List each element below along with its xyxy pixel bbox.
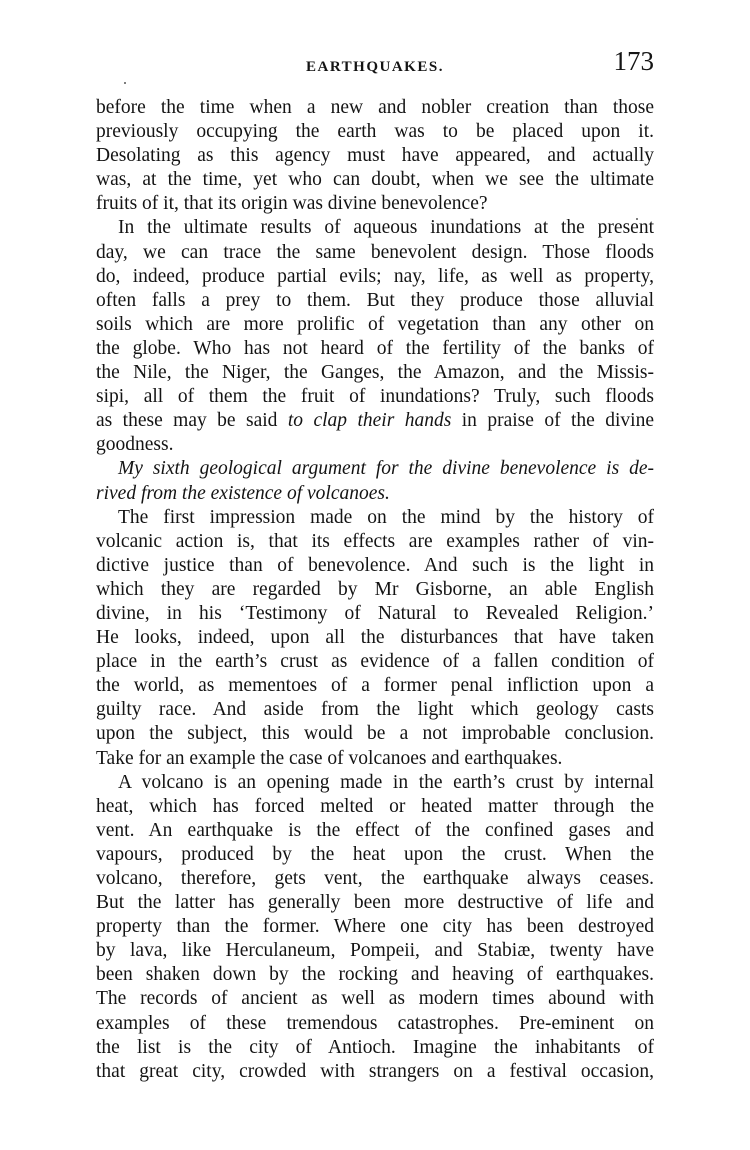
text-line: dictive justice than of benevolence. And such is the light in — [96, 554, 654, 576]
text-line: the Nile, the Niger, the Ganges, the Amazon, and the Missis- — [96, 362, 654, 384]
text-line: the globe. Who has not heard of the fertility of the banks of — [96, 337, 654, 359]
running-title: EARTHQUAKES. — [306, 59, 444, 75]
text-line: soils which are more prolific of vegetation than any other on — [96, 313, 654, 335]
text-line: The records of ancient as well as modern times abound with — [96, 988, 654, 1010]
text-line: vapours, produced by the heat upon the crust. When the — [96, 843, 654, 865]
text-line: sipi, all of them the fruit of inundations? Truly, such floods — [96, 386, 654, 408]
text-line: divine, in his ‘Testimony of Natural to Revealed Religion.’ — [96, 602, 654, 624]
text-line: been shaken down by the rocking and heaving of earthquakes. — [96, 964, 654, 986]
text-line: volcanic action is, that its effects are examples rather of vin- — [96, 530, 654, 552]
ink-speck — [124, 82, 126, 84]
text-line: Desolating as this agency must have appeared, and actually — [96, 145, 654, 167]
text-line: My sixth geological argument for the divine benevolence is de- — [118, 458, 654, 480]
text-line: previously occupying the earth was to be placed upon it. — [96, 121, 654, 143]
emphasis: to clap their hands — [287, 410, 452, 432]
text-line: rived from the existence of volcanoes. — [96, 482, 390, 504]
page-number: 173 — [613, 46, 654, 76]
text-line: day, we can trace the same benevolent design. Those floods — [96, 241, 654, 263]
text-line: goodness. — [96, 434, 174, 456]
text-line: do, indeed, produce partial evils; nay, life, as well as property, — [96, 265, 654, 287]
text-line: property than the former. Where one city has been destroyed — [96, 916, 654, 938]
text-line: the list is the city of Antioch. Imagine the inhabitants of — [96, 1036, 654, 1058]
text-line: upon the subject, this would be a not improbable conclusion. — [96, 723, 654, 745]
text-line: In the ultimate results of aqueous inundations at the present — [118, 217, 654, 239]
text-line: examples of these tremendous catastrophes. Pre-eminent on — [96, 1012, 654, 1034]
running-head — [96, 46, 654, 86]
text-line: which they are regarded by Mr Gisborne, an able English — [96, 578, 654, 600]
text-line: that great city, crowded with strangers on a festival occasion, — [96, 1060, 654, 1082]
text-line: was, at the time, yet who can doubt, when we see the ultimate — [96, 169, 654, 191]
text-line: He looks, indeed, upon all the disturbances that have taken — [96, 627, 654, 649]
text-line: as these may be said to clap their hands in praise of the divine — [96, 410, 654, 432]
text-line: A volcano is an opening made in the earth’s crust by internal — [118, 771, 654, 793]
text-line: the world, as mementoes of a former penal infliction upon a — [96, 675, 654, 697]
text-line: vent. An earthquake is the effect of the confined gases and — [96, 819, 654, 841]
text-line: But the latter has generally been more destructive of life and — [96, 892, 654, 914]
text-line: before the time when a new and nobler creation than those — [96, 97, 654, 118]
text-line: guilty race. And aside from the light which geology casts — [96, 699, 654, 721]
text-line: heat, which has forced melted or heated matter through the — [96, 795, 654, 817]
text-line: volcano, therefore, gets vent, the earthquake always ceases. — [96, 868, 654, 889]
text-line: The first impression made on the mind by the history of — [118, 506, 654, 528]
text-line: Take for an example the case of volcanoes and earthquakes. — [96, 747, 563, 769]
text-line: place in the earth’s crust as evidence of a fallen condition of — [96, 651, 654, 673]
text-line: by lava, like Herculaneum, Pompeii, and Stabiæ, twenty have — [96, 940, 654, 962]
text-line: fruits of it, that its origin was divine benevolence? — [96, 193, 488, 215]
text-line: often falls a prey to them. But they produce those alluvial — [96, 289, 654, 311]
body-text — [96, 96, 654, 1084]
